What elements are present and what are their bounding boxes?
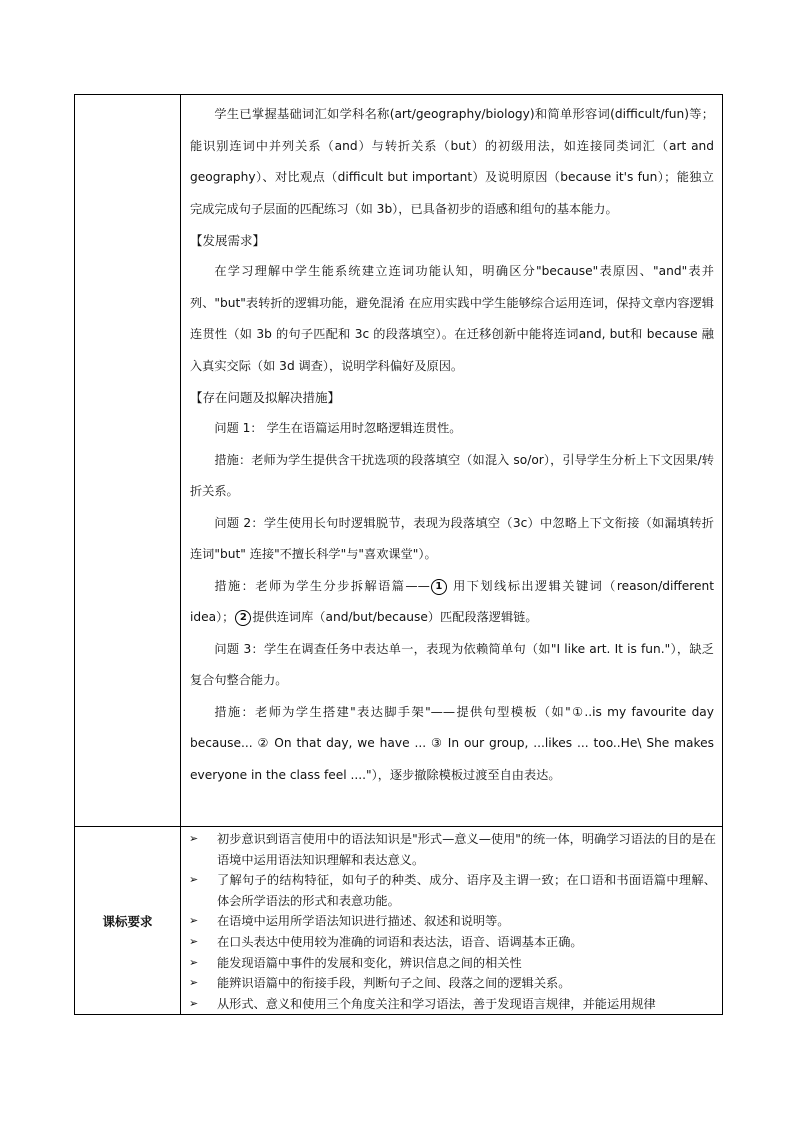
standards-item-text: 初步意识到语言使用中的语法知识是"形式—意义—使用"的统一体，明确学习语法的目的是在语境中运用语法知识理解和表达意义。 <box>217 832 716 867</box>
issue-1: 问题 1： 学生在语篇运用时忽略逻辑连贯性。 <box>214 421 462 435</box>
arrow-bullet-icon: ➢ <box>189 996 199 1010</box>
lesson-plan-table <box>74 94 723 1015</box>
standards-list <box>181 827 722 1014</box>
development-needs-heading: 【发展需求】 <box>190 233 266 248</box>
standards-item-text: 能辨识语篇中的衔接手段，判断句子之间、段落之间的逻辑关系。 <box>217 976 571 991</box>
standards-item <box>189 932 716 953</box>
arrow-bullet-icon: ➢ <box>189 976 199 990</box>
standards-item <box>189 829 716 870</box>
curriculum-standards-label: 课标要求 <box>75 827 181 1015</box>
standards-item <box>189 870 716 911</box>
standards-item <box>189 953 716 974</box>
measure-2-lead: 措施：老师为学生分步拆解语篇—— <box>214 578 430 593</box>
arrow-bullet-icon: ➢ <box>189 934 199 948</box>
standards-item <box>189 994 716 1015</box>
curriculum-standards-row <box>75 827 723 1015</box>
learner-analysis-cell <box>181 95 723 827</box>
standards-item <box>189 911 716 932</box>
standards-item <box>189 973 716 994</box>
learner-analysis-row <box>75 95 723 827</box>
measure-3: 措施：老师为学生搭建"表达脚手架"——提供句型模板（如"①..is my favourite day because... ② On that day, we have ... ③ In our group, ...likes ... too..He\ She makes everyone in the class feel ...."），逐步撤除模板过渡至自由表达。 <box>190 704 714 782</box>
issues-heading: 【存在问题及拟解决措施】 <box>190 390 341 405</box>
standards-item-text: 在语境中运用所学语法知识进行描述、叙述和说明等。 <box>217 914 510 929</box>
measure-1: 措施：老师为学生提供含干扰选项的段落填空（如混入 so/or），引导学生分析上下文因果/转折关系。 <box>190 452 714 498</box>
arrow-bullet-icon: ➢ <box>189 955 199 969</box>
measure-2-step-1: 用下划线标出逻辑关键词（reason/different idea）； <box>190 578 715 624</box>
development-needs-paragraph: 在学习理解中学生能系统建立连词功能认知，明确区分"because"表原因、"and"表并列、"but"表转折的逻辑功能，避免混淆 在应用实践中学生能够综合运用连词，保持文章内容逻辑连贯性（如 3b 的句子匹配和 3c 的段落填空）。在迁移创新中能将连词and, but和 because 融入真实交际（如 3d 调查），说明学科偏好及原因。 <box>190 264 714 373</box>
standards-item-text: 在口头表达中使用较为准确的词语和表达法，语音、语调基本正确。 <box>217 934 583 949</box>
measure-2 <box>190 571 714 634</box>
arrow-bullet-icon: ➢ <box>189 873 199 887</box>
standards-item-text: 从形式、意义和使用三个角度关注和学习语法，善于发现语言规律，并能运用规律 <box>217 996 656 1011</box>
issue-3: 问题 3：学生在调查任务中表达单一，表现为依赖简单句（如"I like art. It is fun."），缺乏复合句整合能力。 <box>190 641 714 687</box>
standards-item-text: 能发现语篇中事件的发展和变化，辨识信息之间的相关性 <box>217 955 522 970</box>
circled-number-1: 1 <box>431 579 447 595</box>
circled-number-2: 2 <box>235 610 251 626</box>
prior-knowledge-paragraph: 学生已掌握基础词汇如学科名称(art/geography/biology)和简单形容词(difficult/fun)等；能识别连词中并列关系（and）与转折关系（but）的初级用法，如连接同类词汇（art and geography）、对比观点（difficult but important）及说明原因（because it's fun）；能独立完成完成句子层面的匹配练习（如 3b），已具备初步的语感和组句的基本能力。 <box>190 107 714 216</box>
measure-2-step-2: 提供连词库（and/but/because）匹配段落逻辑链。 <box>252 610 538 624</box>
curriculum-standards-cell <box>181 827 723 1015</box>
arrow-bullet-icon: ➢ <box>189 914 199 928</box>
standards-item-text: 了解句子的结构特征，如句子的种类、成分、语序及主谓一致；在口语和书面语篇中理解、体会所学语法的形式和表意功能。 <box>217 873 716 908</box>
arrow-bullet-icon: ➢ <box>189 832 199 845</box>
issue-2: 问题 2：学生使用长句时逻辑脱节，表现为段落填空（3c）中忽略上下文衔接（如漏填转折连词"but" 连接"不擅长科学"与"喜欢课堂"）。 <box>190 515 714 561</box>
row-label-empty <box>75 95 181 827</box>
